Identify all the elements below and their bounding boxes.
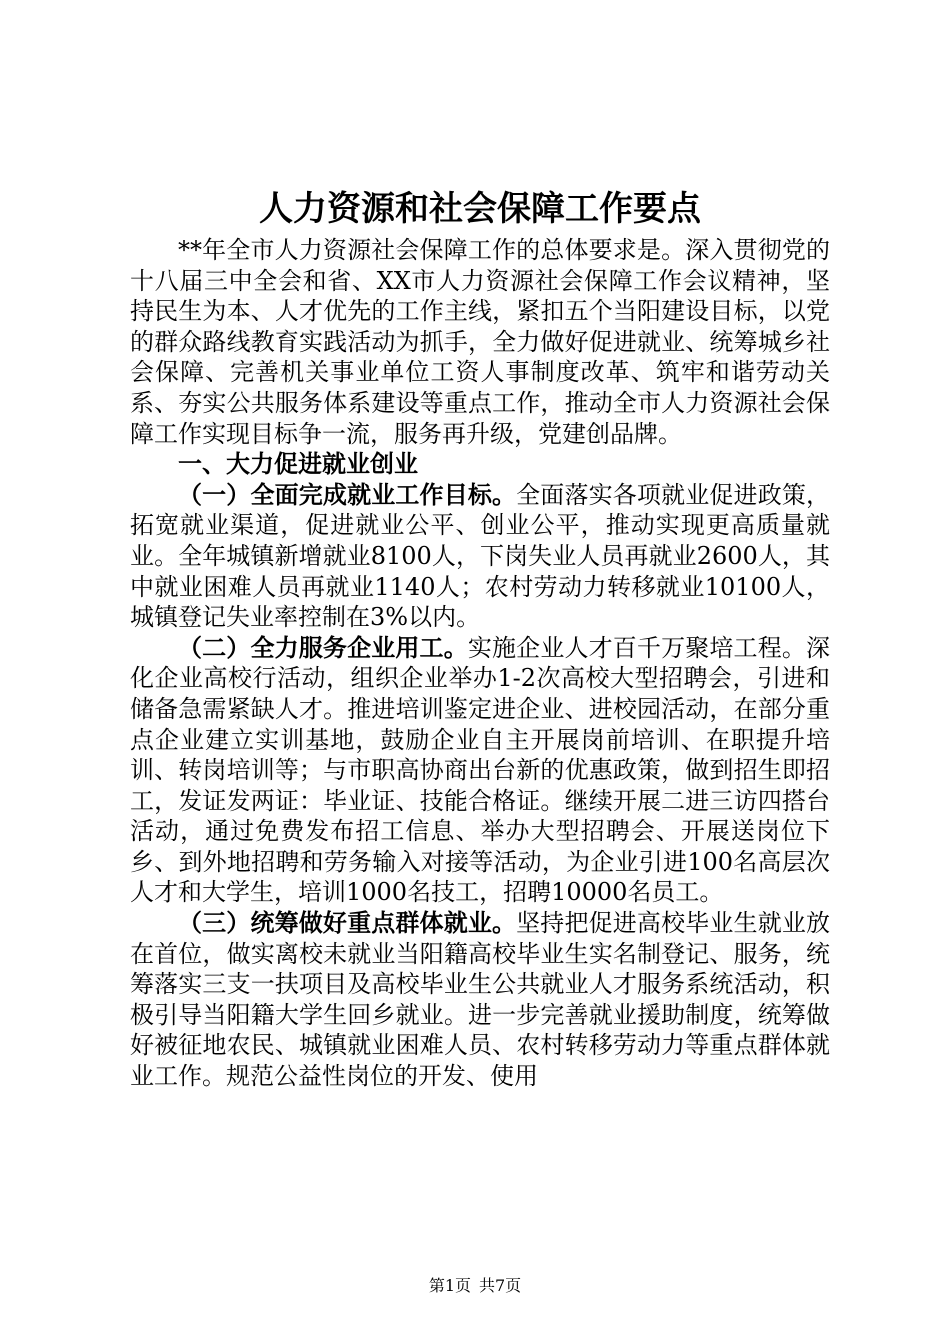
section-heading: 一、大力促进就业创业: [178, 450, 418, 479]
page-footer: [0, 1275, 950, 1297]
page-number: 第1页: [428, 1276, 471, 1295]
document-body: [130, 235, 830, 1092]
item-text: 坚持把促进高校毕业生就业放在首位，做实离校未就业当阳籍高校毕业生实名制登记、服务，统筹落实三支一扶项目及高校毕业生公共就业人才服务系统活动，积极引导当阳籍大学生回乡就业。进一步完善就业援助制度，统筹做好被征地农民、城镇就业困难人员、农村转移劳动力等重点群体就业工作。规范公益性岗位的开发、使用: [130, 909, 831, 1091]
document-title: 人力资源和社会保障工作要点: [259, 189, 701, 229]
paragraph-item-3: [130, 908, 830, 1092]
paragraph-item-1: [130, 480, 830, 633]
item-text: 实施企业人才百千万聚培工程。深化企业高校行活动，组织企业举办1-2次高校大型招聘会，引进和储备急需紧缺人才。推进培训鉴定进企业、进校园活动，在部分重点企业建立实训基地，鼓励企业自主开展岗前培训、在职提升培训、转岗培训等；与市职高协商出台新的优惠政策，做到招生即招工，发证发两证：毕业证、技能合格证。继续开展二进三访四搭台活动，通过免费发布招工信息、举办大型招聘会、开展送岗位下乡、到外地招聘和劳务输入对接等活动，为企业引进100名高层次人才和大学生，培训1000名技工，招聘10000名员工。: [130, 633, 831, 907]
item-lead: （一）全面完成就业工作目标。: [178, 480, 517, 509]
intro-paragraph: **年全市人力资源社会保障工作的总体要求是。深入贯彻党的十八届三中全会和省、XX市人力资源社会保障工作会议精神，坚持民生为本、人才优先的工作主线，紧扣五个当阳建设目标，以党的群众路线教育实践活动为抓手，全力做好促进就业、统筹城乡社会保障、完善机关事业单位工资人事制度改革、筑牢和谐劳动关系、夯实公共服务体系建设等重点工作，推动全市人力资源社会保障工作实现目标争一流，服务再升级，党建创品牌。: [130, 236, 830, 448]
item-text: 全面落实各项就业促进政策，拓宽就业渠道，促进就业公平、创业公平，推动实现更高质量就业。全年城镇新增就业8100人，下岗失业人员再就业2600人，其中就业困难人员再就业1140人；农村劳动力转移就业10100人，城镇登记失业率控制在3%以内。: [130, 480, 831, 632]
item-lead: （三）统筹做好重点群体就业。: [178, 909, 517, 938]
page-total: 共7页: [479, 1276, 522, 1295]
paragraph-item-2: [130, 633, 830, 908]
item-lead: （二）全力服务企业用工。: [178, 633, 468, 662]
